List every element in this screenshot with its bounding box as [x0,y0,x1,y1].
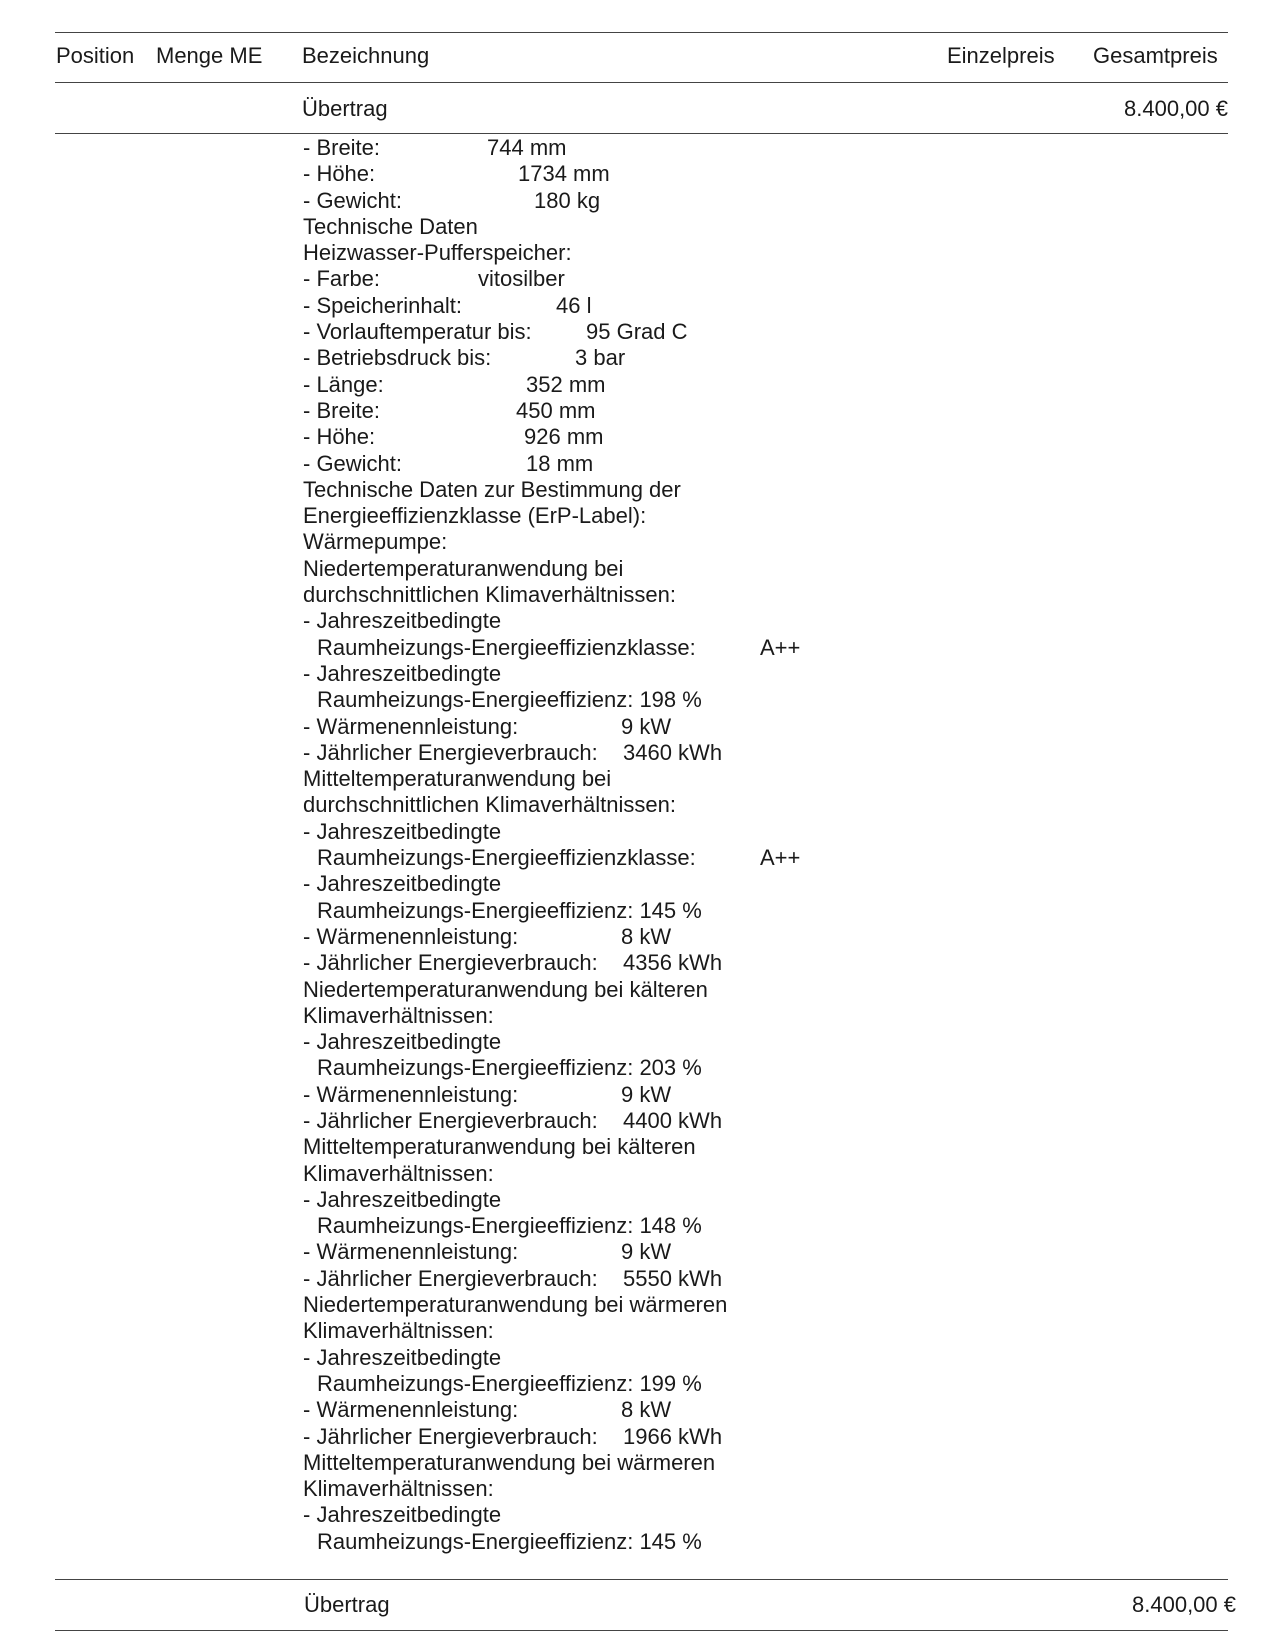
description-value: 1734 mm [518,161,610,187]
description-label: Raumheizungs-Energieeffizienz: 148 % [317,1213,702,1239]
top-rule [55,32,1228,33]
description-line [303,871,1203,897]
description-line [303,1529,1203,1555]
header-gesamtpreis: Gesamtpreis [1093,43,1218,68]
description-line [303,319,1203,345]
description-value: 5550 kWh [623,1265,723,1291]
description-line [303,1345,1203,1371]
description-label: - Jahreszeitbedingte [303,1344,502,1370]
header-rule [55,82,1228,83]
description-line [303,687,1203,713]
description-label: Raumheizungs-Energieeffizienzklasse: [317,845,696,871]
description-label: - Jährlicher Energieverbrauch: [303,739,598,765]
description-label: Heizwasser-Pufferspeicher: [303,240,572,266]
description-value: 180 kg [534,187,601,213]
description-line [303,635,1203,661]
description-label: - Jahreszeitbedingte [303,660,502,686]
description-line [303,792,1203,818]
description-label: Wärmepumpe: [303,529,448,555]
description-label: - Wärmenennleistung: [303,923,519,949]
description-label: - Höhe: [303,161,376,187]
description-value: A++ [760,634,801,660]
description-line [303,503,1203,529]
description-label: Technische Daten zur Bestimmung der [303,476,681,502]
description-line [303,477,1203,503]
description-label: - Jährlicher Energieverbrauch: [303,1423,598,1449]
carry-over-rule-bottom [55,1579,1228,1580]
description-label: Raumheizungs-Energieeffizienzklasse: [317,634,696,660]
description-line [303,424,1203,450]
description-label: - Speicherinhalt: [303,292,462,318]
description-label: Niedertemperaturanwendung bei wärmeren [303,1292,728,1318]
carry-over-rule-top [55,133,1228,134]
description-label: - Breite: [303,397,381,423]
description-label: - Wärmenennleistung: [303,1397,519,1423]
bottom-rule [55,1630,1228,1631]
description-label: Mitteltemperaturanwendung bei kälteren [303,1134,696,1160]
description-label: - Wärmenennleistung: [303,1081,519,1107]
description-label: - Jahreszeitbedingte [303,1502,502,1528]
description-value: A++ [760,845,801,871]
description-line [303,135,1203,161]
description-label: - Jahreszeitbedingte [303,608,502,634]
description-line [303,188,1203,214]
description-label: Energieeffizienzklasse (ErP-Label): [303,503,647,529]
description-value: 3460 kWh [623,739,723,765]
description-label: Raumheizungs-Energieeffizienz: 145 % [317,897,702,923]
description-label: - Jährlicher Energieverbrauch: [303,1265,598,1291]
description-line [303,556,1203,582]
description-value: 8 kW [621,923,672,949]
description-label: Mitteltemperaturanwendung bei wärmeren [303,1449,716,1475]
description-label: - Höhe: [303,424,376,450]
description-line [303,1029,1203,1055]
description-line [303,1424,1203,1450]
description-line [303,1239,1203,1265]
description-label: Klimaverhältnissen: [303,1002,494,1028]
description-line [303,345,1203,371]
description-line [303,1266,1203,1292]
description-label: Klimaverhältnissen: [303,1318,494,1344]
description-line [303,214,1203,240]
description-line [303,608,1203,634]
description-line [303,1450,1203,1476]
description-label: Mitteltemperaturanwendung bei [303,766,612,792]
description-label: - Gewicht: [303,187,403,213]
description-line [303,950,1203,976]
description-label: - Vorlauftemperatur bis: [303,319,532,345]
description-line [303,161,1203,187]
description-line [303,1082,1203,1108]
carry-over-label-bottom: Übertrag [304,1592,390,1617]
description-value: 352 mm [526,371,606,397]
description-value: 744 mm [487,135,567,160]
description-value: 3 bar [575,345,626,371]
carry-over-label-top: Übertrag [302,96,388,121]
description-line [303,293,1203,319]
description-line [303,1055,1203,1081]
description-label: Niedertemperaturanwendung bei [303,555,624,581]
description-value: vitosilber [478,266,565,292]
description-label: Klimaverhältnissen: [303,1476,494,1502]
description-label: - Jahreszeitbedingte [303,871,502,897]
description-value: 95 Grad C [586,319,688,345]
description-line [303,451,1203,477]
description-line [303,819,1203,845]
description-label: - Jährlicher Energieverbrauch: [303,950,598,976]
description-label: - Wärmenennleistung: [303,1239,519,1265]
description-label: durchschnittlichen Klimaverhältnissen: [303,792,676,818]
description-line [303,1371,1203,1397]
carry-over-amount-bottom: 8.400,00 € [1132,1592,1236,1617]
description-line [303,266,1203,292]
description-value: 4400 kWh [623,1107,723,1133]
description-line [303,977,1203,1003]
description-line [303,1502,1203,1528]
description-line [303,1397,1203,1423]
header-einzelpreis: Einzelpreis [947,43,1055,68]
description-line [303,1187,1203,1213]
carry-over-amount-top: 8.400,00 € [1124,96,1228,121]
description-line [303,845,1203,871]
description-line [303,582,1203,608]
description-line [303,924,1203,950]
description-line [303,372,1203,398]
description-line [303,529,1203,555]
description-label: - Wärmenennleistung: [303,713,519,739]
description-label: - Gewicht: [303,450,403,476]
header-position: Position [56,43,135,68]
description-value: 9 kW [621,713,672,739]
description-line [303,1003,1203,1029]
description-label: Raumheizungs-Energieeffizienz: 199 % [317,1370,702,1396]
description-label: durchschnittlichen Klimaverhältnissen: [303,582,676,608]
description-line [303,240,1203,266]
description-value: 9 kW [621,1081,672,1107]
description-label: - Länge: [303,371,384,397]
description-line [303,398,1203,424]
description-line [303,1318,1203,1344]
description-label: Raumheizungs-Energieeffizienz: 198 % [317,687,702,713]
description-label: - Jahreszeitbedingte [303,1029,502,1055]
header-menge-me: Menge ME [156,43,263,68]
description-line [303,661,1203,687]
description-label: - Jahreszeitbedingte [303,1186,502,1212]
description-line [303,1134,1203,1160]
description-value: 1966 kWh [623,1423,723,1449]
description-label: - Jährlicher Energieverbrauch: [303,1107,598,1133]
item-description [303,135,1203,1555]
description-label: Technische Daten [303,213,478,239]
description-label: Klimaverhältnissen: [303,1160,494,1186]
description-label: Raumheizungs-Energieeffizienz: 145 % [317,1528,702,1554]
description-line [303,1476,1203,1502]
description-line [303,766,1203,792]
description-value: 926 mm [524,424,604,450]
description-value: 46 l [556,292,592,318]
header-bezeichnung: Bezeichnung [302,43,430,68]
description-label: - Breite: [303,135,381,160]
description-line [303,740,1203,766]
description-value: 8 kW [621,1397,672,1423]
description-label: - Betriebsdruck bis: [303,345,492,371]
description-line [303,1213,1203,1239]
description-label: Niedertemperaturanwendung bei kälteren [303,976,708,1002]
description-line [303,714,1203,740]
description-line [303,1108,1203,1134]
description-label: - Farbe: [303,266,381,292]
description-label: - Jahreszeitbedingte [303,818,502,844]
description-line [303,898,1203,924]
description-value: 450 mm [516,397,596,423]
description-line [303,1292,1203,1318]
description-line [303,1161,1203,1187]
description-label: Raumheizungs-Energieeffizienz: 203 % [317,1055,702,1081]
description-value: 18 mm [526,450,594,476]
description-value: 4356 kWh [623,950,723,976]
description-value: 9 kW [621,1239,672,1265]
